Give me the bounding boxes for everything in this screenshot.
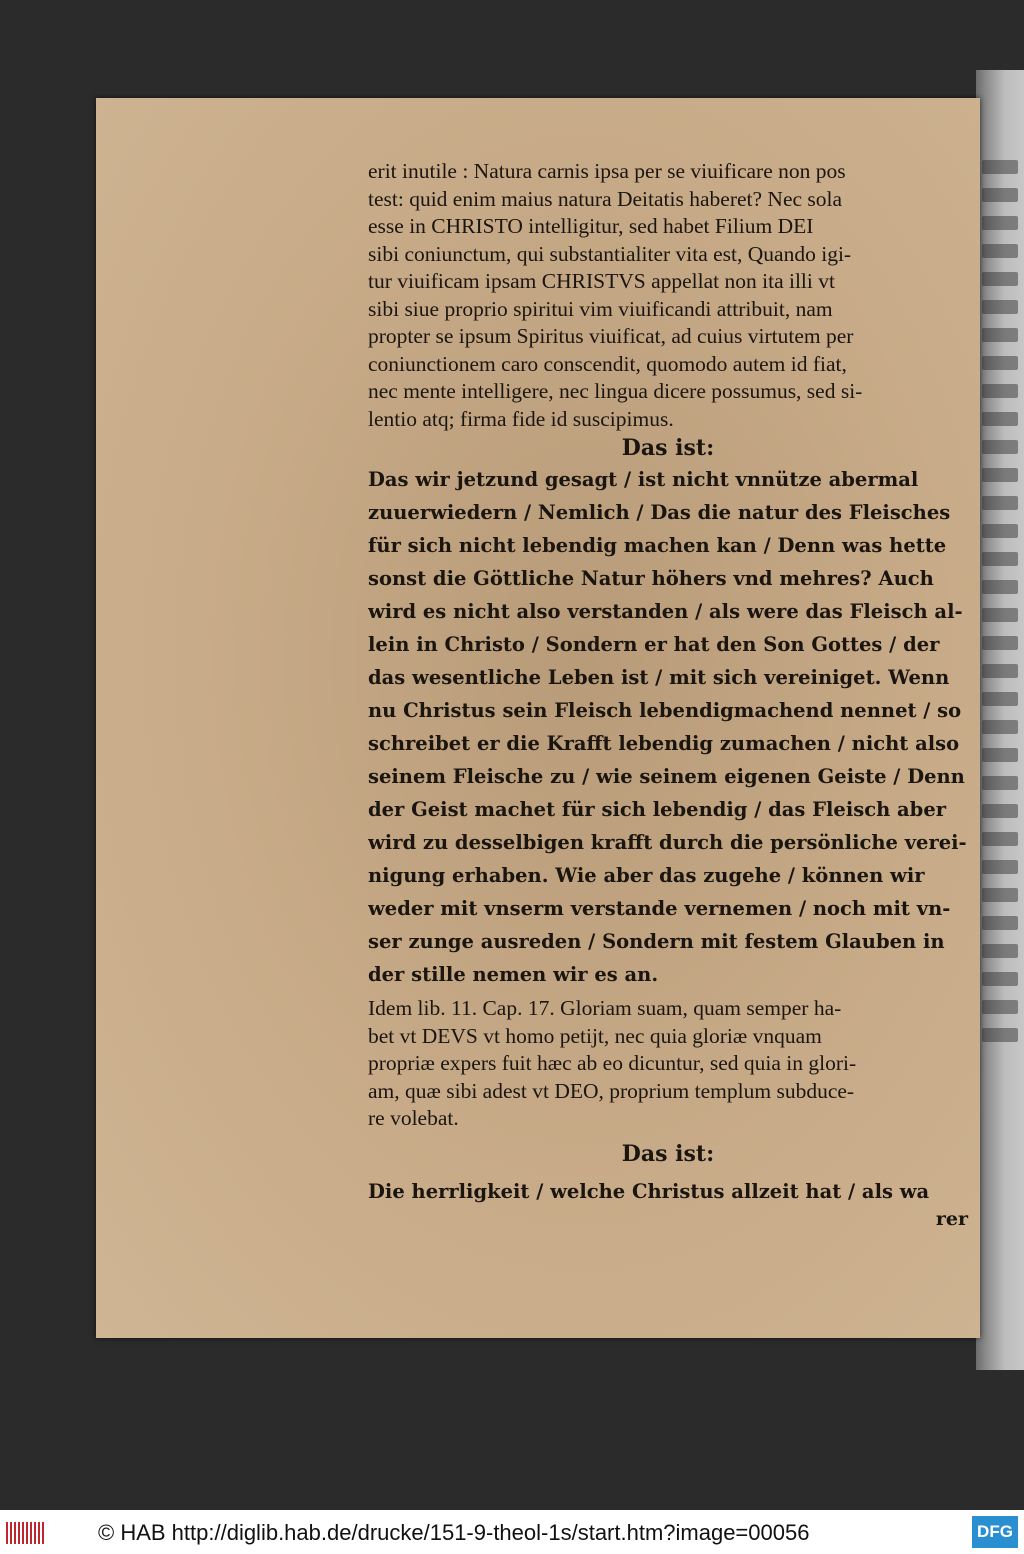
latin-2-line: am, quæ sibi adest vt DEO, proprium templum subduce- — [368, 1078, 855, 1103]
german-1-line: nigung erhaben. Wie aber das zugehe / können wir — [368, 864, 925, 887]
latin-1-line: propter se ipsum Spiritus viuificat, ad cuius virtutem per — [368, 324, 854, 348]
viewer-footer — [0, 1510, 1024, 1554]
latin-1-line: tur viuificam ipsam CHRISTVS appellat non ita illi vt — [368, 269, 835, 293]
catchword: rer — [935, 1207, 968, 1230]
facing-page-text-fragments — [982, 160, 1024, 1056]
german-paragraph-1 — [368, 463, 968, 991]
german-1-line: wird zu desselbigen krafft durch die persönliche verei- — [368, 831, 967, 854]
german-paragraph-2 — [368, 1175, 968, 1208]
latin-2-line: re volebat. — [368, 1106, 459, 1130]
german-1-line: ser zunge ausreden / Sondern mit festem Glauben in — [368, 930, 945, 953]
latin-2-line: propriæ expers fuit hæc ab eo dicuntur, sed quia in glori- — [368, 1051, 857, 1075]
latin-1-line: lentio atq; firma fide id suscipimus. — [368, 406, 674, 431]
latin-1-line: nec mente intelligere, nec lingua dicere possumus, sed si- — [368, 379, 863, 403]
german-1-line: das wesentliche Leben ist / mit sich vereiniget. Wenn — [368, 666, 950, 689]
heading-das-ist-1: Das ist: — [621, 435, 715, 461]
german-1-line: zuuerwiedern / Nemlich / Das die natur des Fleisches — [368, 501, 951, 524]
latin-paragraph-1 — [368, 158, 968, 433]
german-2-line: Die herrligkeit / welche Christus allzeit hat / als wa — [368, 1179, 930, 1203]
german-1-line: schreibet er die Krafft lebendig zumachen / nicht also — [368, 732, 960, 755]
dfg-logo: DFG — [972, 1516, 1018, 1548]
latin-1-line: esse in CHRISTO intelligitur, sed habet Filium DEI — [368, 214, 814, 238]
latin-paragraph-2 — [368, 995, 968, 1133]
latin-2-line: bet vt DEVS vt homo petijt, nec quia gloriæ vnquam — [368, 1023, 822, 1048]
latin-1-line: test: quid enim maius natura Deitatis haberet? Nec sola — [368, 186, 843, 211]
latin-1-line: sibi siue proprio spiritui vim viuificandi attribuit, nam — [368, 296, 833, 321]
german-1-line: für sich nicht lebendig machen kan / Denn was hette — [368, 534, 947, 557]
heading-das-ist-2: Das ist: — [621, 1140, 715, 1167]
german-1-line: wird es nicht also verstanden / als were das Fleisch al- — [368, 600, 963, 623]
german-1-line: lein in Christo / Sondern er hat den Son Gottes / der — [368, 633, 940, 656]
german-1-line: der Geist machet für sich lebendig / das Fleisch aber — [368, 798, 947, 821]
german-1-line: der stille nemen wir es an. — [368, 963, 659, 986]
latin-1-line: erit inutile : Natura carnis ipsa per se viuificare non pos — [368, 159, 846, 183]
latin-1-line: sibi coniunctum, qui substantialiter vita est, Quando igi- — [368, 241, 852, 266]
copyright-url[interactable]: © HAB http://diglib.hab.de/drucke/151-9-theol-1s/start.htm?image=00056 — [98, 1520, 810, 1545]
latin-1-line: coniunctionem caro conscendit, quomodo autem id fiat, — [368, 351, 847, 376]
german-1-line: weder mit vnserm verstande vernemen / noch mit vn- — [368, 897, 951, 920]
german-1-line: nu Christus sein Fleisch lebendigmachend nennet / so — [368, 699, 962, 722]
german-1-line: sonst die Göttliche Natur höhers vnd mehres? Auch — [368, 567, 934, 590]
german-1-line: seinem Fleische zu / wie seinem eigenen Geiste / Denn — [368, 765, 965, 788]
german-1-line: Das wir jetzund gesagt / ist nicht vnnütze abermal — [368, 468, 919, 491]
latin-2-line: Idem lib. 11. Cap. 17. Gloriam suam, quam semper ha- — [368, 996, 842, 1020]
barcode-icon — [6, 1522, 50, 1544]
page-text — [368, 158, 968, 1230]
